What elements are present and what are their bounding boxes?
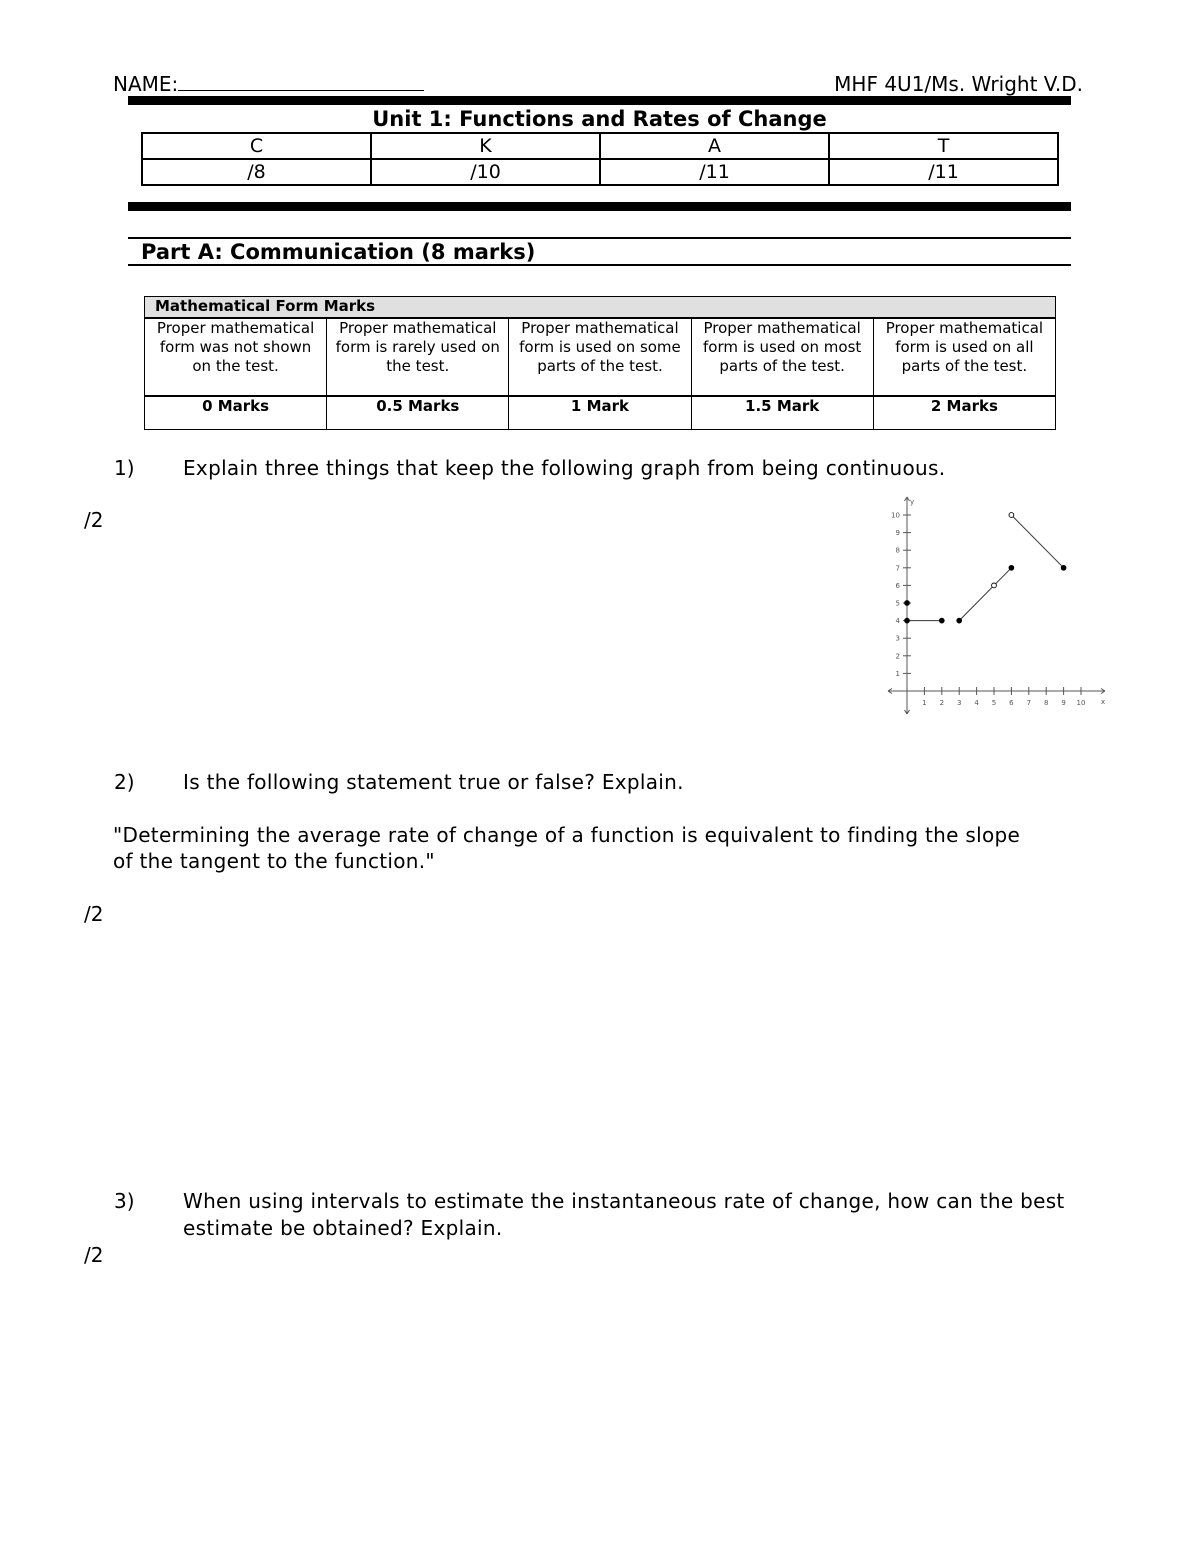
x-tick-label: 1 [922,699,927,707]
part-a-title: Part A: Communication (8 marks) [141,240,536,264]
closed-point [1061,565,1066,570]
x-tick-label: 4 [974,699,979,707]
form-marks-title: Mathematical Form Marks [145,297,1056,319]
y-tick-label: 2 [895,652,900,661]
question-1-number: 1) [114,456,135,480]
y-tick-label: 6 [895,581,900,590]
question-2-quote: "Determining the average rate of change of a function is equivalent to finding the slope of the tangent to the function." [113,823,1021,873]
y-tick-label: 3 [895,634,900,643]
discontinuous-function-graph [880,492,1110,724]
name-label-row [113,72,424,96]
closed-point [905,601,910,606]
question-3-number: 3) [114,1189,135,1213]
x-tick-label: 2 [939,699,945,707]
x-tick-label: 3 [956,699,962,707]
x-tick-label: 8 [1043,699,1049,707]
question-3-score: /2 [84,1243,104,1267]
part-a-bottom-rule [128,264,1071,266]
y-tick-label: 5 [895,599,900,608]
x-tick-label: 9 [1061,699,1066,707]
x-tick-label: 5 [991,699,997,707]
cka-header-a: A [600,133,829,159]
question-2-score: /2 [84,902,104,926]
form-desc-2: Proper mathematical form is used on some parts of the test. [509,318,691,396]
x-tick-label: 7 [1026,699,1032,707]
top-thick-rule [128,96,1071,105]
question-2-text: Is the following statement true or false? Explain. [183,770,684,794]
name-label: NAME: [113,72,179,96]
closed-point [939,618,944,623]
form-mark-1: 0.5 Marks [327,396,509,430]
form-desc-1: Proper mathematical form is rarely used on the test. [327,318,509,396]
y-tick-label: 7 [895,564,900,573]
question-2-number: 2) [114,770,135,794]
closed-point [957,618,962,623]
x-tick-label: 6 [1009,699,1014,707]
cka-score-k: /10 [371,159,600,185]
x-axis-label: x [1101,698,1106,706]
closed-point [905,618,910,623]
form-marks-table [144,296,1056,430]
unit-title: Unit 1: Functions and Rates of Change [372,107,827,131]
y-tick-label: 10 [891,511,900,520]
y-axis-label: y [910,498,915,506]
form-desc-0: Proper mathematical form was not shown on the test. [145,318,327,396]
form-desc-3: Proper mathematical form is used on most parts of the test. [691,318,873,396]
form-mark-3: 1.5 Mark [691,396,873,430]
cka-header-t: T [829,133,1058,159]
y-tick-label: 4 [895,617,900,626]
question-1-score: /2 [84,508,104,532]
open-point [992,583,997,588]
y-tick-label: 9 [895,529,900,538]
graph-segment-3 [1011,515,1063,568]
question-1-text: Explain three things that keep the following graph from being continuous. [183,456,946,480]
cka-score-t: /11 [829,159,1058,185]
cka-score-a: /11 [600,159,829,185]
question-3-text: When using intervals to estimate the instantaneous rate of change, how can the best estimate be obtained? Explain. [183,1189,1065,1240]
course-label: MHF 4U1/Ms. Wright V.D. [834,72,1083,96]
part-a-top-rule [128,237,1071,239]
y-tick-label: 8 [895,546,900,555]
cka-header-c: C [142,133,371,159]
cka-score-c: /8 [142,159,371,185]
bottom-thick-rule [128,202,1071,211]
form-desc-4: Proper mathematical form is used on all parts of the test. [873,318,1055,396]
graph-segment-2 [959,568,1011,621]
cka-score-table [141,132,1059,186]
open-point [1009,513,1014,518]
form-mark-0: 0 Marks [145,396,327,430]
y-tick-label: 1 [895,669,900,678]
form-mark-2: 1 Mark [509,396,691,430]
x-tick-label: 10 [1076,699,1086,707]
name-blank-line[interactable] [178,72,424,91]
form-mark-4: 2 Marks [873,396,1055,430]
cka-header-k: K [371,133,600,159]
closed-point [1009,565,1014,570]
